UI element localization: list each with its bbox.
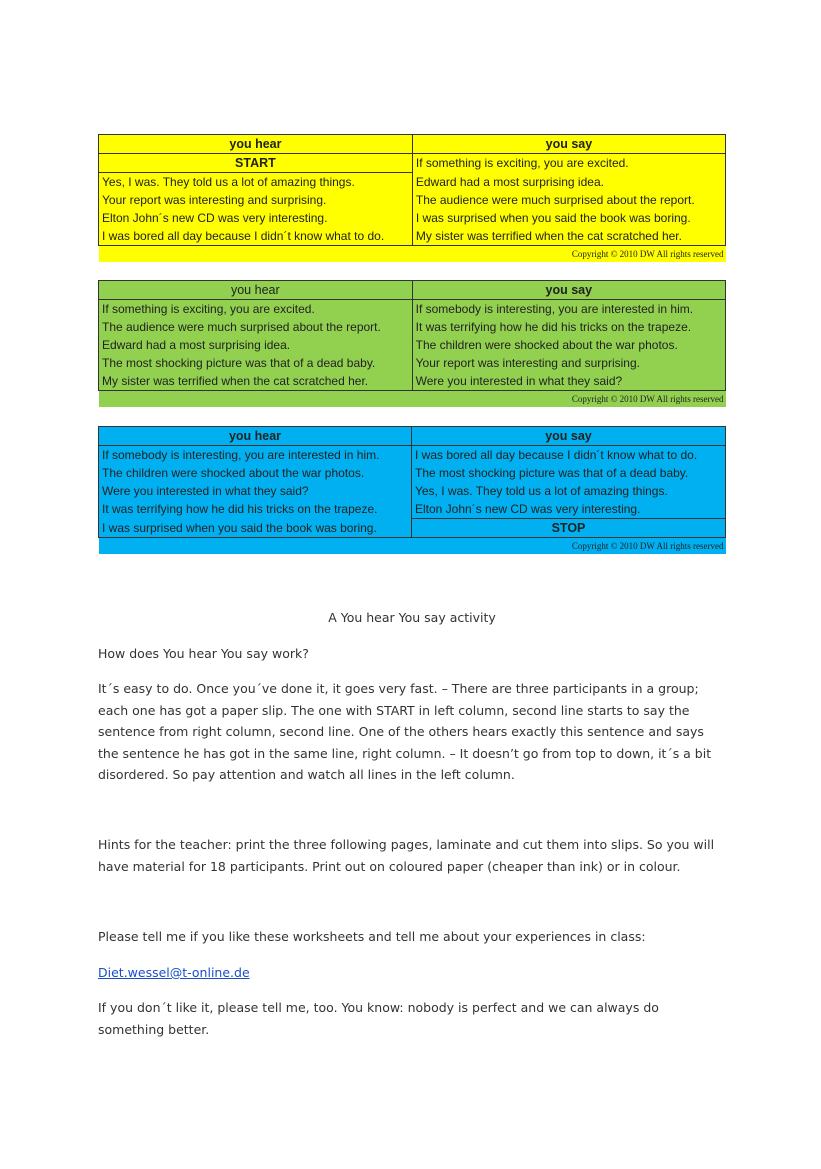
question-heading: How does You hear You say work? xyxy=(98,646,309,661)
slip-1-row-2-right: Edward had a most surprising idea. xyxy=(412,173,725,192)
slip-3-header-right: you say xyxy=(411,427,725,446)
instructions-paragraph: It´s easy to do. Once you´ve done it, it goes very fast. – There are three participants in a group; each one has got a paper slip. The one with START in left column, second line starts to say the sentence from right column, second line. One of the others hears exactly this sentence and says the sentence he has got in the same line, right column. – It doesn’t go from top to down, it´s a bit disordered. So pay attention and watch all lines in the left column. xyxy=(98,681,712,782)
slip-3 xyxy=(98,426,726,554)
slip-2-row-3-right: The children were shocked about the war photos. xyxy=(412,336,725,354)
slip-1 xyxy=(98,134,726,262)
start-marker: START xyxy=(99,154,413,173)
slip-2-row-1-right: If somebody is interesting, you are interested in him. xyxy=(412,300,725,319)
closing-paragraph: If you don´t like it, please tell me, too. You know: nobody is perfect and we can always do something better. xyxy=(98,1000,659,1037)
slip-2-row-3-left: Edward had a most surprising idea. xyxy=(99,336,413,354)
email-link[interactable]: Diet.wessel@t-online.de xyxy=(98,965,250,980)
slip-3-row-3-right: Yes, I was. They told us a lot of amazing things. xyxy=(411,482,725,500)
slip-1-row-4-right: I was surprised when you said the book was boring. xyxy=(412,209,725,227)
slip-1-header-left: you hear xyxy=(99,135,413,154)
slip-2-row-2-right: It was terrifying how he did his tricks on the trapeze. xyxy=(412,318,725,336)
slip-3-row-4-right: Elton John´s new CD was very interesting. xyxy=(411,500,725,519)
teacher-hints-paragraph: Hints for the teacher: print the three following pages, laminate and cut them into slips. So you will have material for 18 participants. Print out on coloured paper (cheaper than ink) or in colour. xyxy=(98,837,715,874)
slip-3-row-4-left: It was terrifying how he did his tricks on the trapeze. xyxy=(99,500,412,519)
slip-3-row-1-right: I was bored all day because I didn´t know what to do. xyxy=(411,446,725,465)
slip-3-row-2-left: The children were shocked about the war photos. xyxy=(99,464,412,482)
slip-1-header-right: you say xyxy=(412,135,725,154)
slip-2-row-5-left: My sister was terrified when the cat scratched her. xyxy=(99,372,413,391)
slip-2-copyright: Copyright © 2010 DW All rights reserved xyxy=(99,391,726,408)
activity-title: A You hear You say activity xyxy=(328,610,496,625)
slip-3-row-1-left: If somebody is interesting, you are interested in him. xyxy=(99,446,412,465)
slip-1-row-1-right: If something is exciting, you are excited. xyxy=(412,154,725,173)
slip-1-row-3-right: The audience were much surprised about the report. xyxy=(412,191,725,209)
slip-2-row-2-left: The audience were much surprised about the report. xyxy=(99,318,413,336)
slip-1-row-5-right: My sister was terrified when the cat scratched her. xyxy=(412,227,725,246)
slip-1-copyright: Copyright © 2010 DW All rights reserved xyxy=(99,246,726,263)
slip-2 xyxy=(98,280,726,407)
slip-1-row-4-left: Elton John´s new CD was very interesting. xyxy=(99,209,413,227)
slip-2-row-5-right: Were you interested in what they said? xyxy=(412,372,725,391)
stop-marker: STOP xyxy=(411,519,725,538)
slip-3-copyright: Copyright © 2010 DW All rights reserved xyxy=(99,538,726,555)
slip-3-header-left: you hear xyxy=(99,427,412,446)
slip-2-row-4-left: The most shocking picture was that of a dead baby. xyxy=(99,354,413,372)
slip-3-row-2-right: The most shocking picture was that of a dead baby. xyxy=(411,464,725,482)
slip-2-header-right: you say xyxy=(412,281,725,300)
slip-3-row-5-left: I was surprised when you said the book was boring. xyxy=(99,519,412,538)
slip-2-header-left: you hear xyxy=(99,281,413,300)
slip-2-row-4-right: Your report was interesting and surprising. xyxy=(412,354,725,372)
slip-1-row-2-left: Yes, I was. They told us a lot of amazing things. xyxy=(99,173,413,192)
slip-1-row-3-left: Your report was interesting and surprising. xyxy=(99,191,413,209)
slip-3-row-3-left: Were you interested in what they said? xyxy=(99,482,412,500)
feedback-request-paragraph: Please tell me if you like these worksheets and tell me about your experiences in class: xyxy=(98,929,646,944)
slip-1-row-5-left: I was bored all day because I didn´t know what to do. xyxy=(99,227,413,246)
email-line xyxy=(98,962,728,984)
slip-2-row-1-left: If something is exciting, you are excited. xyxy=(99,300,413,319)
